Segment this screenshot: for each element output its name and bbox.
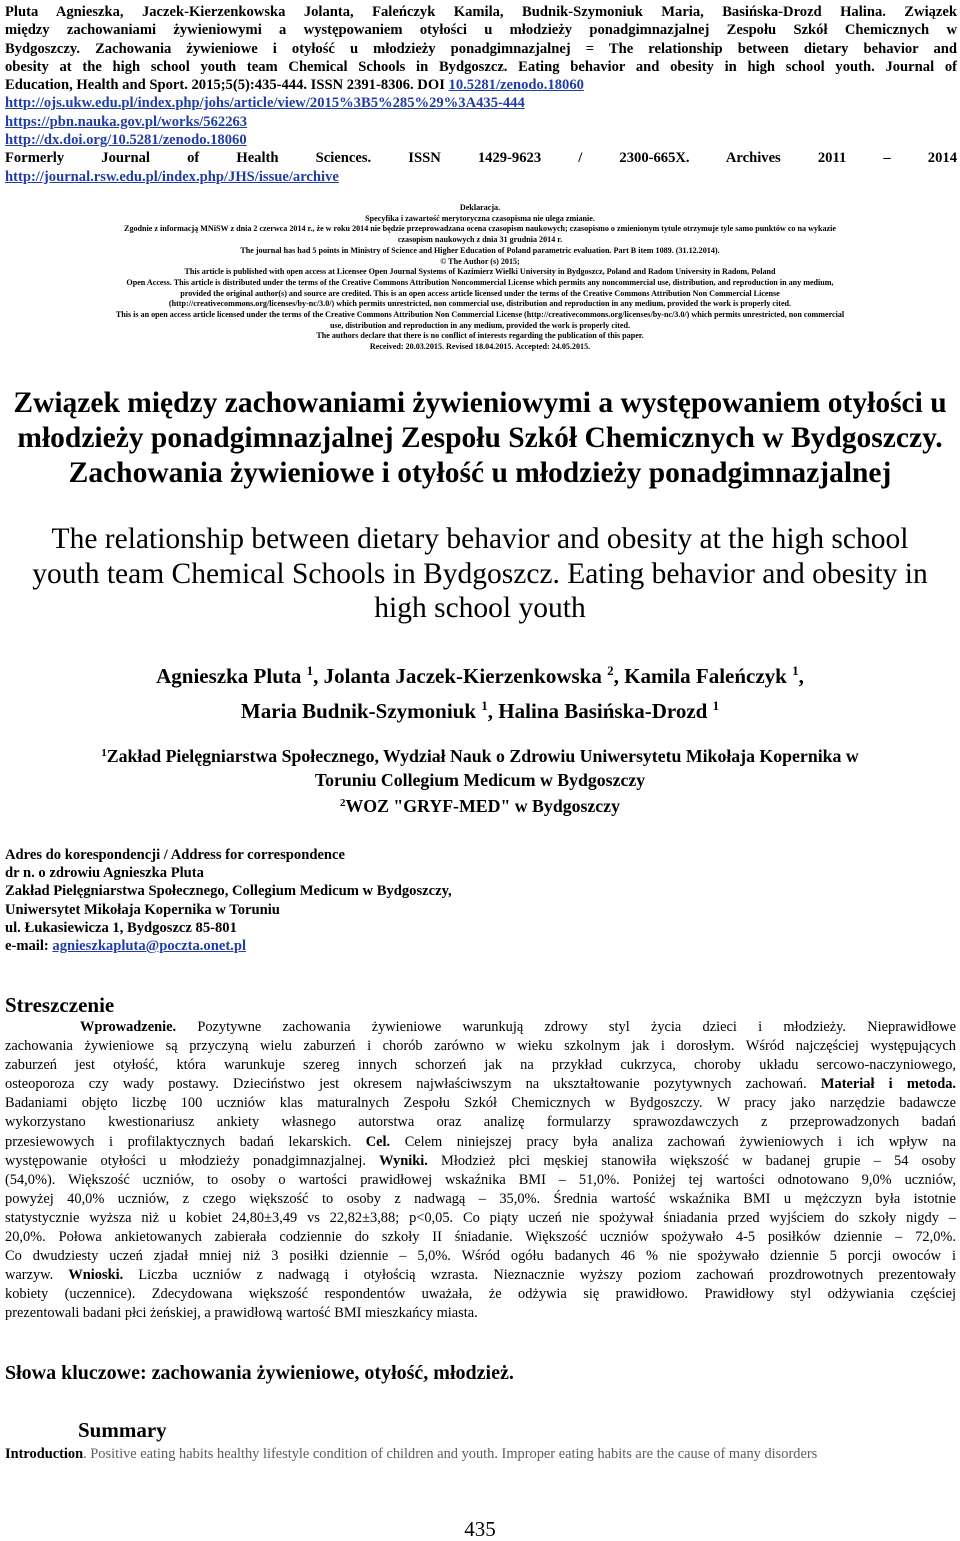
declaration-line: czasopism naukowych z dnia 31 grudnia 2014 r. (397, 235, 563, 245)
pbn-link[interactable]: https://pbn.nauka.gov.pl/works/562263 (5, 113, 248, 130)
affiliation-line (0, 792, 960, 819)
correspondence-line: dr n. o zdrowiu Agnieszka Pluta (5, 865, 204, 882)
declaration-block (4, 203, 956, 353)
section-label: Materiał i metoda. (820, 1076, 956, 1093)
title-line: The relationship between dietary behavior and obesity at the high school (51, 523, 909, 555)
affiliation-text: WOZ "GRYF-MED" w Bydgoszczy (345, 796, 620, 816)
declaration-line: Zgodnie z informacją MNiSW z dnia 2 czerwca 2014 r., że w roku 2014 nie będzie przeprowadzana ocena czasopism naukowych; czasopismo o zmienionym tytule otrzymuje tyle samo punktów co na wykazie (124, 224, 836, 234)
section-label: Wyniki. (379, 1152, 428, 1169)
title-line: youth team Chemical Schools in Bydgoszcz. Eating behavior and obesity in (32, 557, 928, 590)
abstract-line: zaburzeń jest otyłość, która warunkuje szereg innych schorzeń jak na przykład cukrzyca, choroby układu sercowo-naczyniowego, (5, 1057, 956, 1074)
archive-link[interactable]: http://journal.rsw.edu.pl/index.php/JHS/issue/archive (5, 168, 339, 185)
correspondence-line: Zakład Pielęgniarstwa Społecznego, Collegium Medicum w Bydgoszczy, (5, 883, 452, 900)
title-line: Zachowania żywieniowe i otyłość u młodzieży ponadgimnazjalnej (68, 457, 892, 489)
citation-text: Education, Health and Sport. 2015;5(5):435-444. ISSN 2391-8306. DOI (5, 77, 445, 94)
abstract-text: występowanie otyłości u młodzieży ponadgimnazjalnej. (5, 1152, 380, 1169)
declaration-line: Open Access. This article is distributed under the terms of the Creative Commons Attribution Noncommercial License which permits any noncommercial use, distribution, and reproduction in any medium, (126, 277, 834, 287)
title-line: high school youth (374, 592, 586, 624)
title-polish (0, 386, 960, 491)
keywords: Słowa kluczowe: zachowania żywieniowe, otyłość, młodzież. (5, 1362, 514, 1384)
declaration-line: This article is published with open access at Licensee Open Journal Systems of Kazimierz Wielki University in Bydgoszcz, Poland and Radom University in Radom, Poland (184, 267, 776, 277)
section-label: Introduction (5, 1446, 84, 1462)
correspondence-block (5, 846, 705, 955)
page-number: 435 (464, 1517, 496, 1541)
citation-line: Pluta Agnieszka, Jaczek-Kierzenkowska Jolanta, Faleńczyk Kamila, Budnik-Szymoniuk Maria, Basińska-Drozd Halina. Związek (5, 4, 957, 20)
author-name: , Halina Basińska-Drozd (487, 699, 708, 723)
summary-heading: Summary (78, 1418, 167, 1442)
correspondence-line: Uniwersytet Mikołaja Kopernika w Toruniu (5, 901, 280, 918)
title-line: młodzieży ponadgimnazjalnej Zespołu Szkół Chemicznych w Bydgoszczy. (17, 422, 943, 454)
abstract-text: osteoporoza czy wady postawy. Dzieciństwo jest okresem najwłaściwszym na ukształtowanie pozytywnych zachowań. (5, 1076, 821, 1093)
abstract-text: Pozytywne zachowania żywieniowe warunkują zdrowy styl życia dzieci i młodzieży. Nieprawidłowe (176, 1019, 956, 1035)
title-english (0, 522, 960, 626)
affiliations-block (0, 742, 960, 819)
formerly-line: Formerly Journal of Health Sciences. ISSN 1429-9623 / 2300-665X. Archives 2011 – 2014 (5, 150, 957, 167)
abstract-line (5, 1266, 956, 1285)
affiliation-text: Zakład Pielęgniarstwa Społecznego, Wydział Nauk o Zdrowiu Uniwersytetu Mikołaja Kopernika w (106, 746, 859, 766)
author-name: Maria Budnik-Szymoniuk (240, 699, 477, 723)
abstract-line: wykorzystano kwestionariusz ankiety własnego autorstwa oraz analizę formularzy sprawozdawczych z przeprowadzonych badań (5, 1114, 956, 1131)
citation-block (5, 3, 957, 186)
abstract-heading: Streszczenie (5, 993, 115, 1017)
email-line (5, 937, 705, 955)
abstract-line (5, 1133, 956, 1152)
author-name: Agnieszka Pluta (156, 664, 302, 688)
citation-line: Bydgoszczy. Zachowania żywieniowe i otyłość u młodzieży ponadgimnazjalnej = The relationship between dietary behavior and (5, 40, 957, 57)
author-name: , Jolanta Jaczek-Kierzenkowska (313, 664, 602, 688)
declaration-line: Specyfika i zawartość merytoryczna czasopisma nie ulega zmianie. (365, 213, 595, 223)
abstract-line (5, 1152, 956, 1171)
declaration-line: Deklaracja. (459, 203, 501, 212)
citation-line: między zachowaniami żywieniowymi a występowaniem otyłości u młodzieży ponadgimnazjalnej Zespołu Szkół Chemicznych w (5, 22, 957, 39)
section-label: Wnioski. (68, 1267, 124, 1284)
abstract-line: Badaniami objęto liczbę 100 uczniów klas maturalnych Zespołu Szkół Chemicznych w Bydgoszczy. W pracy jako narzędzie badawcze (5, 1095, 956, 1112)
affiliation-marker: 1 (306, 663, 314, 678)
declaration-line: provided the original author(s) and source are credited. This is an open access article licensed under the terms of the Creative Commons Attribution Non Commercial License (180, 288, 780, 298)
declaration-line: The journal has had 5 points in Ministry of Science and Higher Education of Poland parametric evaluation. Part B item 1089. (31.12.2014). (240, 245, 720, 255)
summary-body (5, 1445, 957, 1464)
abstract-line: Co dwudziesty uczeń zjadał mniej niż 3 posiłki dziennie – 5,0%. Wśród ogółu badanych 46 % nie spożywało dziennie 5 porcji owoców i (5, 1248, 956, 1265)
affiliation-line (0, 742, 960, 769)
abstract-line: powyżej 40,0% uczniów, z czego większość to osoby z nadwagą – 35,0%. Średnia wartość wskaźnika BMI u mężczyzn była istotnie (5, 1190, 956, 1207)
author-separator: , (798, 664, 804, 688)
affiliation-marker: 2 (607, 663, 614, 678)
declaration-line: This is an open access article licensed under the terms of the Creative Commons Attribution Non Commercial License (http://creativecommons.org/licenses/by-nc/3.0/) which permits unrestricted, non commercial (115, 310, 845, 320)
affiliation-marker: 1 (792, 663, 799, 678)
abstract-line: 20,0%. Połowa ankietowanych zabierała codziennie do szkoły II śniadanie. Większość uczniów spożywało 4-5 posiłków dziennie – 72,0%. (5, 1229, 956, 1246)
author-name: , Kamila Faleńczyk (613, 664, 787, 688)
section-label: Wprowadzenie. (80, 1019, 177, 1035)
abstract-line (5, 1075, 956, 1094)
affiliation-marker: 1 (481, 698, 488, 713)
correspondence-line: ul. Łukasiewicza 1, Bydgoszcz 85-801 (5, 919, 237, 936)
abstract-line: (54,0%). Większość uczniów, to osoby o wartości prawidłowej wskaźnika BMI – 51,0%. Poniżej tej wartości odnotowano 9,0% uczniów, (5, 1171, 956, 1188)
abstract-text: Liczba uczniów z nadwagą i otyłością wzrasta. Nieznacznie wyższy poziom zachowań prozdrowotnych prezentowały (123, 1267, 956, 1284)
ojs-link[interactable]: http://ojs.ukw.edu.pl/index.php/johs/article/view/2015%3B5%285%29%3A435-444 (5, 95, 525, 112)
declaration-line: © The Author (s) 2015; (440, 256, 520, 266)
declaration-line: use, distribution and reproduction in any medium, provided the work is properly cited. (329, 320, 631, 330)
abstract-text: Młodzież płci męskiej stanowiła większość w badanej grupie – 54 osoby (427, 1152, 956, 1169)
abstract-text: przesiewowych i profilaktycznych badań lekarskich. (5, 1133, 366, 1150)
affiliation-line: Toruniu Collegium Medicum w Bydgoszczy (314, 769, 646, 790)
email-link[interactable]: agnieszkapluta@poczta.onet.pl (52, 938, 246, 955)
authors-line (0, 656, 960, 691)
affiliation-marker: 1 (101, 747, 107, 759)
summary-text: . Positive eating habits healthy lifestyle condition of children and youth. Improper eating habits are the cause of many disorders (83, 1446, 818, 1462)
citation-line: obesity at the high school youth team Chemical Schools in Bydgoszcz. Eating behavior and obesity in high school youth. Journal of (5, 58, 957, 75)
doi-link[interactable]: 10.5281/zenodo.18060 (448, 77, 584, 94)
abstract-line: zachowania żywieniowe są przyczyną wielu zaburzeń i chorób zarówno w wieku szkolnym jak i dorosłym. Wśród najczęściej występujących (5, 1038, 956, 1055)
dx-doi-link[interactable]: http://dx.doi.org/10.5281/zenodo.18060 (5, 132, 247, 149)
abstract-body (5, 1018, 956, 1324)
abstract-text: warzyw. (5, 1267, 69, 1284)
abstract-text: Celem niniejszej pracy była analiza zachowań żywieniowych i ich wpływ na (390, 1133, 956, 1150)
citation-line (5, 76, 957, 94)
declaration-line: Received: 20.03.2015. Revised 18.04.2015. Accepted: 24.05.2015. (369, 342, 591, 352)
email-label: e-mail: (5, 938, 53, 955)
affiliation-marker: 1 (712, 698, 720, 713)
declaration-line: (http://creativecommons.org/licenses/by-nc/3.0/) which permits unrestricted, non commercial use, distribution and reproduction in any medium, provided the work is properly cited. (168, 299, 792, 309)
abstract-line (5, 1018, 956, 1037)
authors-line (0, 691, 960, 726)
declaration-line: The authors declare that there is no conflict of interests regarding the publication of this paper. (316, 331, 644, 341)
affiliation-marker: 2 (340, 797, 346, 809)
authors-block (0, 656, 960, 726)
abstract-line: prezentowali badani płci żeńskiej, a prawidłową wartość BMI mieszkańcy miasta. (5, 1305, 478, 1322)
abstract-line: statystycznie wyższa niż u kobiet 24,80±3,49 vs 22,82±3,88; p<0,05. Co piąty uczeń nie spożywał śniadania przed wyjściem do szkoły nigdy – (5, 1209, 956, 1226)
section-label: Cel. (365, 1133, 391, 1150)
correspondence-line: Adres do korespondencji / Address for correspondence (5, 847, 346, 863)
title-line: Związek między zachowaniami żywieniowymi a występowaniem otyłości u (13, 387, 947, 419)
abstract-line: kobiety (uczennice). Zdecydowana większość respondentów uważała, że odżywia się prawidłowo. Prawidłowy styl odżywiania częściej (5, 1286, 956, 1303)
